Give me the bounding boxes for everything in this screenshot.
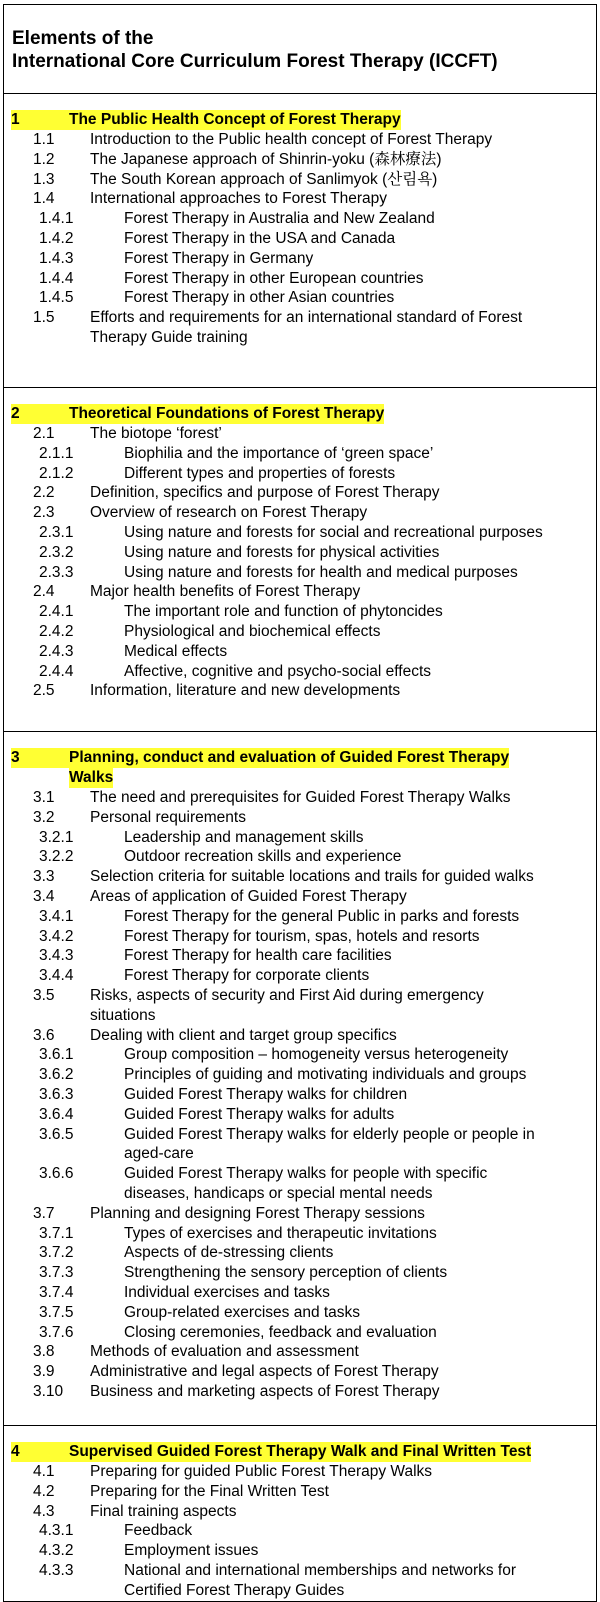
curriculum-item — [4, 1502, 596, 1522]
curriculum-item — [4, 1263, 596, 1283]
curriculum-item — [4, 1085, 596, 1105]
curriculum-item — [4, 1026, 596, 1046]
section-3 — [4, 732, 597, 1426]
item-number: 4.1 — [33, 1463, 55, 1480]
item-number: 1.4 — [33, 190, 55, 208]
item-number: 1.4.4 — [39, 269, 74, 287]
curriculum-item — [4, 288, 596, 308]
item-text: Business and marketing aspects of Forest Therapy — [90, 1382, 440, 1400]
curriculum-item — [4, 887, 596, 907]
item-number: 2.4.4 — [39, 662, 74, 680]
item-number: 2.3 — [33, 504, 55, 522]
section-2 — [4, 388, 597, 732]
section-heading-highlight — [11, 110, 401, 130]
item-text: Types of exercises and therapeutic invitations — [124, 1224, 437, 1242]
item-number: 1.5 — [33, 309, 55, 327]
section-heading — [4, 404, 596, 424]
item-text: Individual exercises and tasks — [124, 1283, 330, 1301]
curriculum-item — [4, 1342, 596, 1362]
section-title: The Public Health Concept of Forest Therapy — [69, 111, 401, 128]
curriculum-item — [4, 483, 596, 503]
curriculum-item — [4, 1105, 596, 1125]
item-text: Forest Therapy in Australia and New Zealand — [124, 210, 435, 228]
curriculum-item — [4, 808, 596, 828]
section-heading-highlight — [11, 748, 509, 768]
curriculum-item — [4, 150, 596, 170]
item-text: Group-related exercises and tasks — [124, 1303, 361, 1321]
curriculum-item — [4, 788, 596, 808]
item-text: Selection criteria for suitable locations and trails for guided walks — [90, 868, 534, 886]
item-number: 2.2 — [33, 484, 55, 502]
item-number: 1.4.1 — [39, 210, 74, 228]
item-text: Closing ceremonies, feedback and evaluation — [124, 1323, 437, 1341]
curriculum-item — [4, 1462, 596, 1482]
item-number: 3.1 — [33, 789, 55, 806]
item-text: Personal requirements — [90, 808, 246, 826]
item-number: 1.4.3 — [39, 249, 74, 267]
curriculum-item — [4, 662, 596, 682]
curriculum-item — [4, 642, 596, 662]
curriculum-item — [4, 269, 596, 289]
item-text: National and international memberships and networks for — [124, 1561, 517, 1579]
section-number: 1 — [11, 111, 20, 128]
item-text: Leadership and management skills — [124, 828, 364, 846]
item-text: Strengthening the sensory perception of clients — [124, 1264, 448, 1282]
item-number: 2.3.2 — [39, 543, 74, 561]
item-text: Introduction to the Public health concept of Forest Therapy — [90, 131, 493, 148]
item-number: 3.4.1 — [39, 907, 74, 925]
curriculum-item — [4, 308, 596, 348]
item-text: Methods of evaluation and assessment — [90, 1343, 359, 1361]
curriculum-item — [4, 582, 596, 602]
item-text: Preparing for guided Public Forest Therapy Walks — [90, 1463, 433, 1480]
item-text: Administrative and legal aspects of Forest Therapy — [90, 1363, 439, 1381]
curriculum-item — [4, 1283, 596, 1303]
curriculum-item — [4, 867, 596, 887]
curriculum-item — [4, 1303, 596, 1323]
item-number: 3.5 — [33, 986, 55, 1004]
curriculum-item — [4, 1482, 596, 1502]
item-text: Efforts and requirements for an international standard of Forest — [90, 309, 523, 327]
item-number: 3.7.3 — [39, 1264, 74, 1282]
item-text: Medical effects — [124, 642, 228, 660]
item-number: 3.6 — [33, 1026, 55, 1044]
item-number: 2.3.3 — [39, 563, 74, 581]
item-number: 3.4.3 — [39, 947, 74, 965]
title-line-2: International Core Curriculum Forest Therapy (ICCFT) — [12, 51, 498, 72]
curriculum-item — [4, 444, 596, 464]
curriculum-item — [4, 622, 596, 642]
section-number: 3 — [11, 749, 20, 766]
item-number: 1.4.2 — [39, 229, 74, 247]
item-number: 3.7.5 — [39, 1303, 74, 1321]
curriculum-item — [4, 1541, 596, 1561]
item-text: Forest Therapy for corporate clients — [124, 967, 370, 985]
curriculum-item — [4, 130, 596, 150]
section-heading — [4, 748, 596, 788]
curriculum-item — [4, 229, 596, 249]
section-heading — [4, 1442, 596, 1462]
curriculum-item — [4, 1382, 596, 1402]
item-text: Forest Therapy in other European countries — [124, 269, 424, 287]
item-number: 3.6.5 — [39, 1125, 74, 1143]
item-number: 3.6.4 — [39, 1105, 74, 1123]
item-number: 3.6.6 — [39, 1165, 74, 1183]
item-number: 3.10 — [33, 1382, 64, 1400]
curriculum-item — [4, 543, 596, 563]
item-number: 3.4.2 — [39, 927, 74, 945]
section-number: 4 — [11, 1443, 20, 1460]
item-text: Preparing for the Final Written Test — [90, 1482, 329, 1500]
section-heading-highlight — [11, 404, 384, 424]
item-text: Planning and designing Forest Therapy sessions — [90, 1204, 425, 1222]
item-number: 3.2 — [33, 808, 55, 826]
item-text: Definition, specifics and purpose of Forest Therapy — [90, 484, 440, 502]
item-text-continued: Certified Forest Therapy Guides — [124, 1581, 345, 1599]
curriculum-item — [4, 523, 596, 543]
item-number: 4.3.3 — [39, 1561, 74, 1579]
item-text: Guided Forest Therapy walks for people with specific — [124, 1165, 488, 1183]
item-text: Guided Forest Therapy walks for children — [124, 1085, 408, 1103]
item-number: 4.2 — [33, 1482, 55, 1500]
curriculum-item — [4, 424, 596, 444]
item-number: 1.2 — [33, 150, 55, 168]
item-number: 2.4.1 — [39, 603, 74, 621]
item-text: Biophilia and the importance of ‘green space’ — [124, 444, 434, 462]
curriculum-item — [4, 503, 596, 523]
item-text: Risks, aspects of security and First Aid during emergency — [90, 986, 484, 1004]
section-title-continued: Walks — [69, 769, 114, 786]
curriculum-document — [3, 4, 598, 1597]
item-number: 2.5 — [33, 682, 55, 700]
item-text: The need and prerequisites for Guided Forest Therapy Walks — [90, 789, 511, 806]
item-text: Forest Therapy in the USA and Canada — [124, 229, 396, 247]
curriculum-item — [4, 1362, 596, 1382]
item-number: 3.7 — [33, 1204, 55, 1222]
item-number: 3.7.4 — [39, 1283, 74, 1301]
item-text: The South Korean approach of Sanlimyok (산림욕) — [90, 170, 438, 188]
section-number: 2 — [11, 405, 20, 422]
curriculum-item — [4, 1065, 596, 1085]
item-text: Outdoor recreation skills and experience — [124, 848, 402, 866]
curriculum-item — [4, 681, 596, 701]
item-text: Information, literature and new developments — [90, 682, 401, 700]
item-number: 3.3 — [33, 868, 55, 886]
item-text: The Japanese approach of Shinrin-yoku (森林療法) — [90, 150, 442, 168]
item-number: 3.6.2 — [39, 1066, 74, 1084]
curriculum-item — [4, 1521, 596, 1541]
item-text: Overview of research on Forest Therapy — [90, 504, 368, 522]
item-text: Affective, cognitive and psycho-social effects — [124, 662, 432, 680]
item-text: Using nature and forests for physical activities — [124, 543, 440, 561]
item-text: Aspects of de-stressing clients — [124, 1244, 334, 1262]
item-number: 4.3.1 — [39, 1522, 74, 1540]
item-number: 3.7.1 — [39, 1224, 74, 1242]
curriculum-item — [4, 249, 596, 269]
item-text: Employment issues — [124, 1542, 259, 1560]
section-heading — [4, 110, 596, 130]
curriculum-item — [4, 209, 596, 229]
item-text: Physiological and biochemical effects — [124, 622, 381, 640]
curriculum-item — [4, 966, 596, 986]
item-text: Forest Therapy in Germany — [124, 249, 314, 267]
curriculum-item — [4, 828, 596, 848]
curriculum-item — [4, 1045, 596, 1065]
item-text: Forest Therapy for tourism, spas, hotels and resorts — [124, 927, 480, 945]
item-text: Using nature and forests for social and recreational purposes — [124, 523, 543, 541]
item-number: 3.8 — [33, 1343, 55, 1361]
item-text: Final training aspects — [90, 1502, 237, 1520]
item-text: Forest Therapy for the general Public in parks and forests — [124, 907, 520, 925]
item-number: 1.3 — [33, 170, 55, 188]
item-text: Different types and properties of forests — [124, 464, 396, 482]
curriculum-item — [4, 986, 596, 1026]
item-text: Forest Therapy for health care facilities — [124, 947, 392, 965]
item-number: 1.1 — [33, 131, 55, 148]
item-number: 2.4 — [33, 583, 55, 601]
curriculum-item — [4, 1224, 596, 1244]
curriculum-item — [4, 927, 596, 947]
item-number: 3.7.2 — [39, 1244, 74, 1262]
item-number: 3.2.2 — [39, 848, 74, 866]
section-title: Supervised Guided Forest Therapy Walk and Final Written Test — [69, 1443, 532, 1460]
curriculum-item — [4, 1243, 596, 1263]
item-number: 2.1.2 — [39, 464, 74, 482]
item-number: 3.6.3 — [39, 1085, 74, 1103]
item-text-continued: Therapy Guide training — [90, 328, 248, 346]
item-text: The important role and function of phytoncides — [124, 603, 443, 621]
item-text-continued: diseases, handicaps or special mental needs — [124, 1184, 433, 1202]
item-number: 2.1.1 — [39, 444, 74, 462]
curriculum-item — [4, 464, 596, 484]
item-number: 4.3 — [33, 1502, 55, 1520]
curriculum-item — [4, 1323, 596, 1343]
item-number: 2.3.1 — [39, 523, 74, 541]
item-number: 3.4 — [33, 887, 55, 905]
item-text-continued: situations — [90, 1006, 156, 1024]
item-text: Guided Forest Therapy walks for adults — [124, 1105, 395, 1123]
title-line-1: Elements of the — [12, 28, 154, 49]
section-title: Planning, conduct and evaluation of Guided Forest Therapy — [69, 749, 510, 766]
curriculum-item — [4, 1164, 596, 1204]
item-number: 1.4.5 — [39, 289, 74, 307]
item-number: 2.4.2 — [39, 622, 74, 640]
item-number: 3.2.1 — [39, 828, 74, 846]
curriculum-item — [4, 602, 596, 622]
item-number: 3.9 — [33, 1363, 55, 1381]
item-text: Forest Therapy in other Asian countries — [124, 289, 395, 307]
item-text: Major health benefits of Forest Therapy — [90, 583, 361, 601]
item-text: Group composition – homogeneity versus heterogeneity — [124, 1046, 509, 1064]
curriculum-item — [4, 1561, 596, 1601]
section-1 — [4, 94, 597, 388]
item-text: Guided Forest Therapy walks for elderly people or people in — [124, 1125, 535, 1143]
curriculum-item — [4, 189, 596, 209]
item-text: Areas of application of Guided Forest Therapy — [90, 887, 407, 905]
curriculum-item — [4, 907, 596, 927]
section-4 — [4, 1426, 597, 1602]
item-text: The biotope ‘forest’ — [90, 425, 222, 442]
curriculum-item — [4, 170, 596, 190]
item-text: International approaches to Forest Therapy — [90, 190, 387, 208]
item-number: 4.3.2 — [39, 1542, 74, 1560]
curriculum-item — [4, 563, 596, 583]
curriculum-item — [4, 1125, 596, 1165]
item-number: 2.1 — [33, 425, 55, 442]
curriculum-item — [4, 1204, 596, 1224]
document-title — [4, 5, 596, 73]
title-cell — [4, 5, 597, 94]
curriculum-item — [4, 946, 596, 966]
item-number: 2.4.3 — [39, 642, 74, 660]
item-text: Feedback — [124, 1522, 193, 1540]
curriculum-item — [4, 847, 596, 867]
section-title: Theoretical Foundations of Forest Therapy — [69, 405, 385, 422]
item-number: 3.6.1 — [39, 1046, 74, 1064]
item-text-continued: aged-care — [124, 1145, 194, 1163]
item-text: Principles of guiding and motivating individuals and groups — [124, 1066, 527, 1084]
item-number: 3.4.4 — [39, 967, 74, 985]
item-text: Using nature and forests for health and medical purposes — [124, 563, 518, 581]
item-text: Dealing with client and target group specifics — [90, 1026, 397, 1044]
section-heading-highlight — [11, 1442, 531, 1462]
curriculum-table — [3, 4, 597, 1602]
item-number: 3.7.6 — [39, 1323, 74, 1341]
